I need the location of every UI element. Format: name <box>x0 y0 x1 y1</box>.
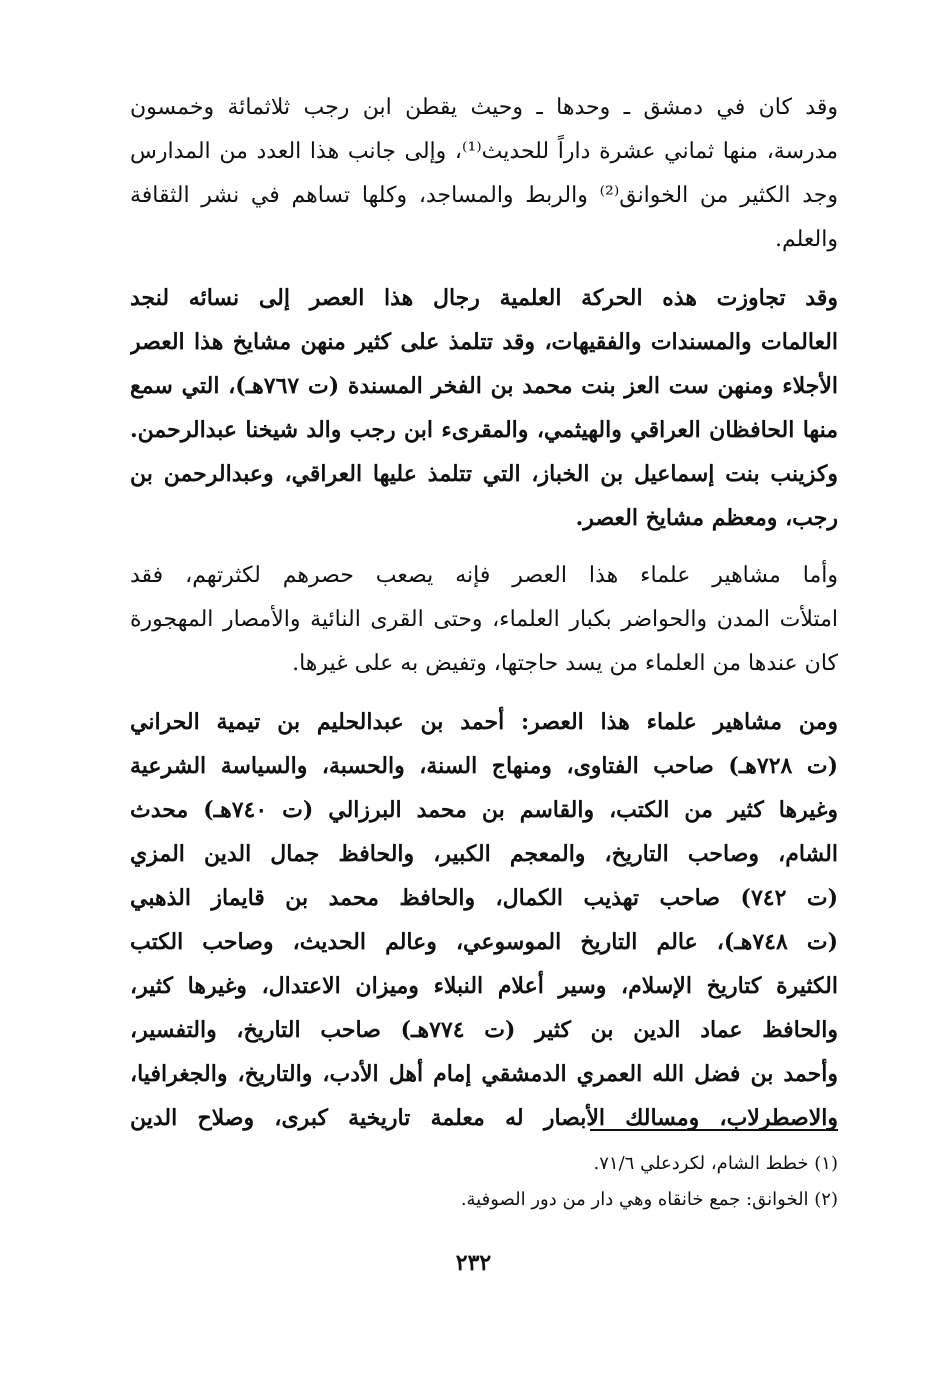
text-line: وكزينب بنت إسماعيل بن الخباز، التي تتلمذ عليها العراقي، وعبدالرحمن بن <box>130 461 838 487</box>
text-line: منها الحافظان العراقي والهيثمي، والمقرىء ابن رجب والد شيخنا عبدالرحمن. <box>130 417 838 443</box>
text-line: كان عندها من العلماء من يسد حاجتها، وتفيض به على غيرها. <box>292 651 838 676</box>
text-line: والعلم. <box>775 227 838 252</box>
text-line: مدرسة، منها ثماني عشرة داراً للحديث⁽¹⁾، وإلى جانب هذا العدد من المدارس <box>130 139 838 164</box>
text-line: رجب، ومعظم مشايخ العصر. <box>575 505 838 531</box>
text-line: وأما مشاهير علماء هذا العصر فإنه يصعب حصرهم لكثرتهم، فقد <box>130 563 838 588</box>
paragraph-famous-scholars-intro <box>130 554 838 686</box>
paragraph-women-scholars <box>130 276 838 540</box>
footnotes <box>430 1146 838 1218</box>
page-body <box>130 86 838 1154</box>
paragraph-famous-scholars-list <box>130 700 838 1140</box>
text-line: ومن مشاهير علماء هذا العصر: أحمد بن عبدالحليم بن تيمية الحراني <box>130 709 838 735</box>
text-line: وجد الكثير من الخوانق⁽²⁾ والربط والمساجد، وكلها تساهم في نشر الثقافة <box>130 183 838 208</box>
text-line: امتلأت المدن والحواضر بكبار العلماء، وحتى القرى النائية والأمصار المهجورة <box>130 607 838 632</box>
footnote-divider <box>590 1129 838 1131</box>
text-line: (ت ٧٢٨هـ) صاحب الفتاوى، ومنهاج السنة، والحسبة، والسياسة الشرعية <box>130 753 838 779</box>
paragraph-damascus-schools <box>130 86 838 262</box>
text-line: وقد كان في دمشق ـ وحدها ـ وحيث يقطن ابن رجب ثلاثمائة وخمسون <box>130 95 838 120</box>
text-line: الأجلاء ومنهن ست العز بنت محمد بن الفخر المسندة (ت ٧٦٧هـ)، التي سمع <box>130 373 838 399</box>
text-line: (ت ٧٤٨هـ)، عالم التاريخ الموسوعي، وعالم الحديث، وصاحب الكتب <box>130 929 838 955</box>
text-line: وقد تجاوزت هذه الحركة العلمية رجال هذا العصر إلى نسائه لنجد <box>130 285 838 311</box>
text-line: والاصطرلاب، ومسالك الأبصار له معلمة تاريخية كبرى، وصلاح الدين <box>130 1105 838 1131</box>
text-line: والحافظ عماد الدين بن كثير (ت ٧٧٤هـ) صاحب التاريخ، والتفسير، <box>130 1017 838 1043</box>
text-line: وأحمد بن فضل الله العمري الدمشقي إمام أهل الأدب، والتاريخ، والجغرافيا، <box>130 1061 838 1087</box>
footnote-2: (٢) الخوانق: جمع خانقاه وهي دار من دور الصوفية. <box>460 1189 838 1210</box>
text-line: الكثيرة كتاريخ الإسلام، وسير أعلام النبلاء وميزان الاعتدال، وغيرها كثير، <box>130 973 838 999</box>
text-line: الشام، وصاحب التاريخ، والمعجم الكبير، والحافظ جمال الدين المزي <box>130 841 838 867</box>
text-line: العالمات والمسندات والفقيهات، وقد تتلمذ على كثير منهن مشايخ هذا العصر <box>130 329 838 355</box>
text-line: وغيرها كثير من الكتب، والقاسم بن محمد البرزالي (ت ٧٤٠هـ) محدث <box>130 797 838 823</box>
footnote-1: (١) خطط الشام، لكردعلي ٧١/٦. <box>593 1153 838 1174</box>
text-line: (ت ٧٤٢) صاحب تهذيب الكمال، والحافظ محمد بن قايماز الذهبي <box>130 885 838 911</box>
page-number: ٢٣٢ <box>455 1250 492 1276</box>
